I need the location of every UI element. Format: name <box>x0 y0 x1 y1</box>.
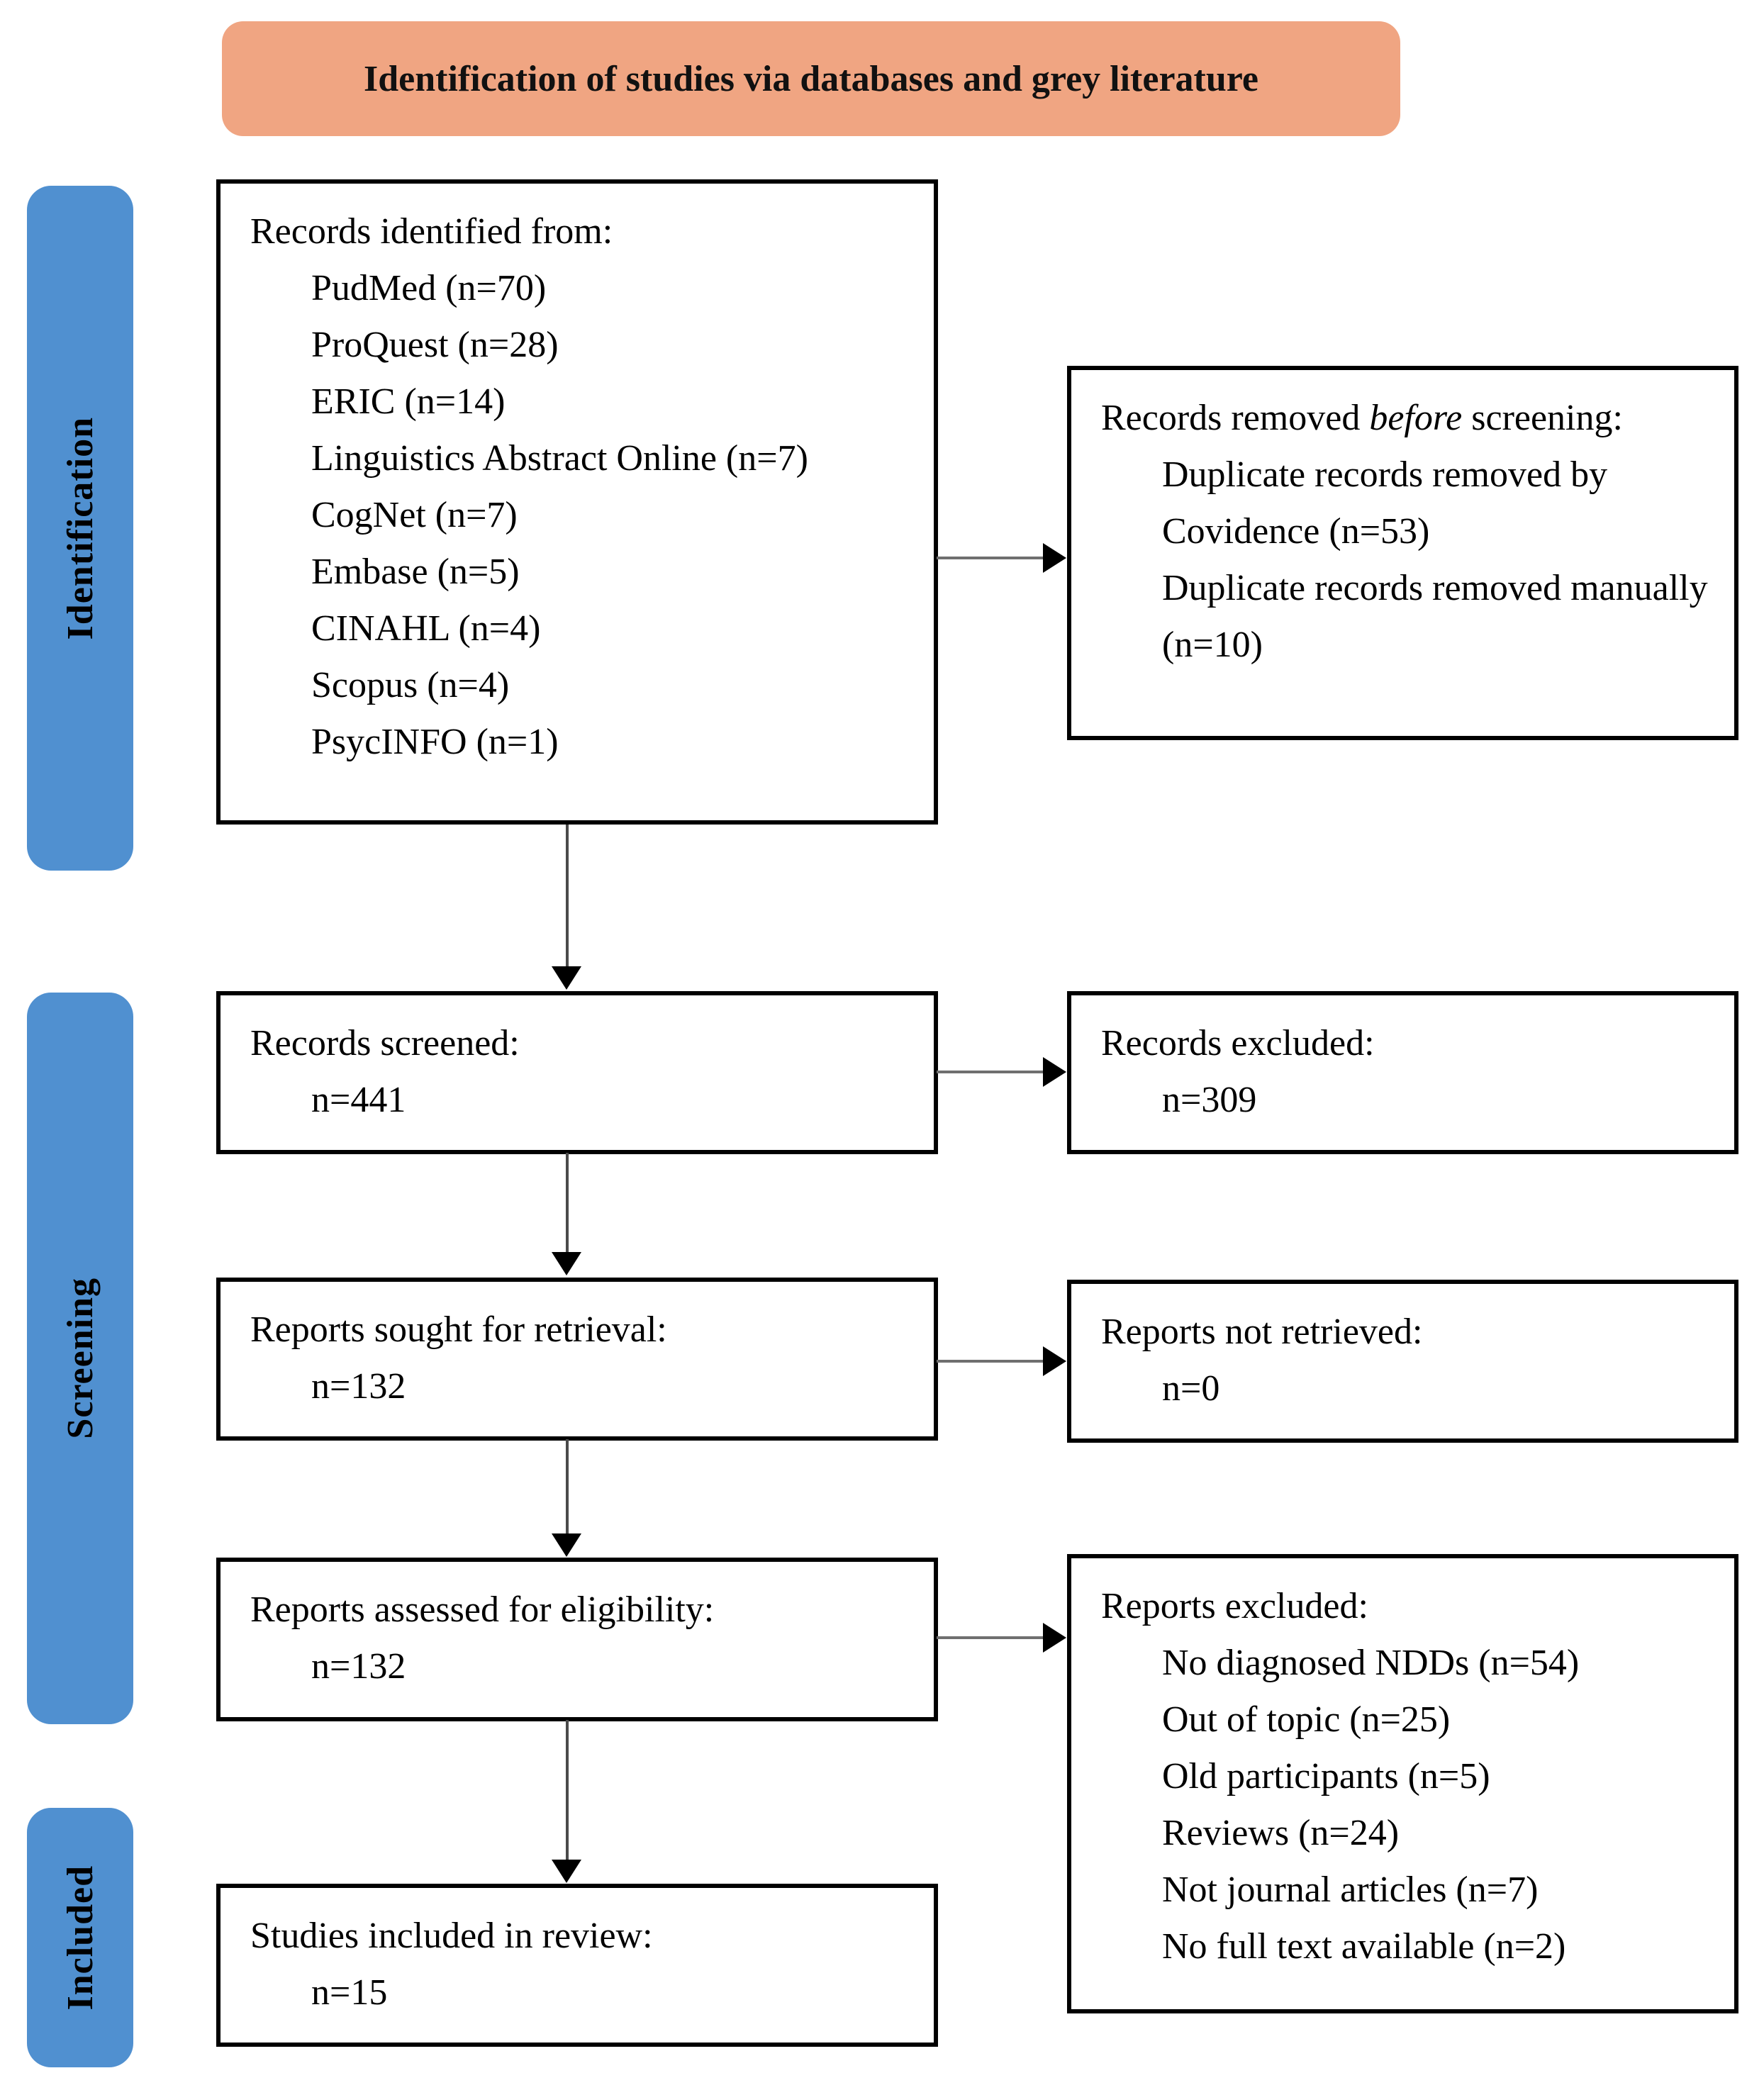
excluded-old-participants: Old participants (n=5) <box>1162 1756 1490 1797</box>
reports-excluded-header: Reports excluded: <box>1101 1586 1368 1626</box>
source-cognet: CogNet (n=7) <box>311 495 518 535</box>
reports-not-retrieved-header: Reports not retrieved: <box>1101 1312 1423 1352</box>
reports-not-retrieved-count: n=0 <box>1162 1368 1220 1409</box>
records-identified-header: Records identified from: <box>250 211 613 252</box>
arrow-screened-to-excluded-line <box>937 1071 1043 1073</box>
box-reports-excluded <box>1067 1554 1738 2013</box>
records-screened-header: Records screened: <box>250 1023 520 1063</box>
arrow-identified-to-screened-line <box>566 825 569 966</box>
records-excluded-header: Records excluded: <box>1101 1023 1375 1063</box>
stage-band-identification <box>27 186 133 871</box>
arrow-identified-to-screened-head <box>552 966 581 990</box>
source-proquest: ProQuest (n=28) <box>311 325 559 365</box>
removed-covidence: Duplicate records removed by Covidence (n=53) <box>1162 454 1608 552</box>
arrow-assessed-to-excluded-head <box>1043 1623 1066 1653</box>
arrow-sought-to-assessed-line <box>566 1439 569 1533</box>
box-studies-included <box>216 1884 938 2047</box>
box-reports-sought <box>216 1278 938 1441</box>
stage-band-included <box>27 1808 133 2067</box>
excluded-out-of-topic: Out of topic (n=25) <box>1162 1699 1451 1740</box>
reports-assessed-header: Reports assessed for eligibility: <box>250 1589 715 1630</box>
reports-assessed-count: n=132 <box>311 1646 406 1687</box>
records-removed-header-suffix: screening: <box>1462 398 1623 438</box>
excluded-not-journal: Not journal articles (n=7) <box>1162 1870 1539 1910</box>
arrow-sought-to-not-retrieved-head <box>1043 1346 1066 1376</box>
records-removed-header-italic: before <box>1369 398 1463 438</box>
reports-sought-header: Reports sought for retrieval: <box>250 1309 667 1350</box>
reports-sought-count: n=132 <box>311 1366 406 1407</box>
box-records-excluded <box>1067 991 1738 1154</box>
arrow-screened-to-sought-head <box>552 1252 581 1275</box>
records-removed-header-prefix: Records removed <box>1101 398 1370 438</box>
arrow-assessed-to-included-head <box>552 1860 581 1883</box>
source-lao: Linguistics Abstract Online (n=7) <box>311 438 808 479</box>
arrow-sought-to-assessed-head <box>552 1533 581 1557</box>
arrow-assessed-to-included-line <box>566 1720 569 1860</box>
records-removed-header <box>1101 390 1717 447</box>
stage-label-identification: Identification <box>60 416 101 640</box>
excluded-reviews: Reviews (n=24) <box>1162 1813 1400 1853</box>
box-records-screened <box>216 991 938 1154</box>
removed-manually: Duplicate records removed manually (n=10) <box>1162 568 1708 665</box>
studies-included-header: Studies included in review: <box>250 1916 653 1956</box>
source-embase: Embase (n=5) <box>311 552 520 592</box>
stage-label-screening: Screening <box>60 1278 101 1439</box>
arrow-identified-to-removed-head <box>1043 543 1066 573</box>
source-psycinfo: PsycINFO (n=1) <box>311 722 559 762</box>
source-cinahl: CINAHL (n=4) <box>311 608 541 649</box>
stage-band-screening <box>27 993 133 1724</box>
box-reports-assessed <box>216 1558 938 1721</box>
arrow-identified-to-removed-line <box>937 557 1043 559</box>
arrow-sought-to-not-retrieved-line <box>937 1360 1043 1363</box>
excluded-no-ndds: No diagnosed NDDs (n=54) <box>1162 1643 1580 1683</box>
source-scopus: Scopus (n=4) <box>311 665 510 705</box>
arrow-screened-to-excluded-head <box>1043 1057 1066 1087</box>
box-records-identified <box>216 179 938 825</box>
records-screened-count: n=441 <box>311 1080 406 1120</box>
studies-included-count: n=15 <box>311 1972 388 2013</box>
excluded-no-full-text: No full text available (n=2) <box>1162 1926 1566 1967</box>
diagram-title: Identification of studies via databases and grey literature <box>364 58 1258 99</box>
arrow-screened-to-sought-line <box>566 1153 569 1252</box>
stage-label-included: Included <box>60 1865 101 2011</box>
records-excluded-count: n=309 <box>1162 1080 1257 1120</box>
box-reports-not-retrieved <box>1067 1280 1738 1443</box>
source-eric: ERIC (n=14) <box>311 381 506 422</box>
source-pudmed: PudMed (n=70) <box>311 268 547 308</box>
arrow-assessed-to-excluded-line <box>937 1636 1043 1639</box>
box-records-removed <box>1067 366 1738 740</box>
title-banner <box>222 21 1400 136</box>
